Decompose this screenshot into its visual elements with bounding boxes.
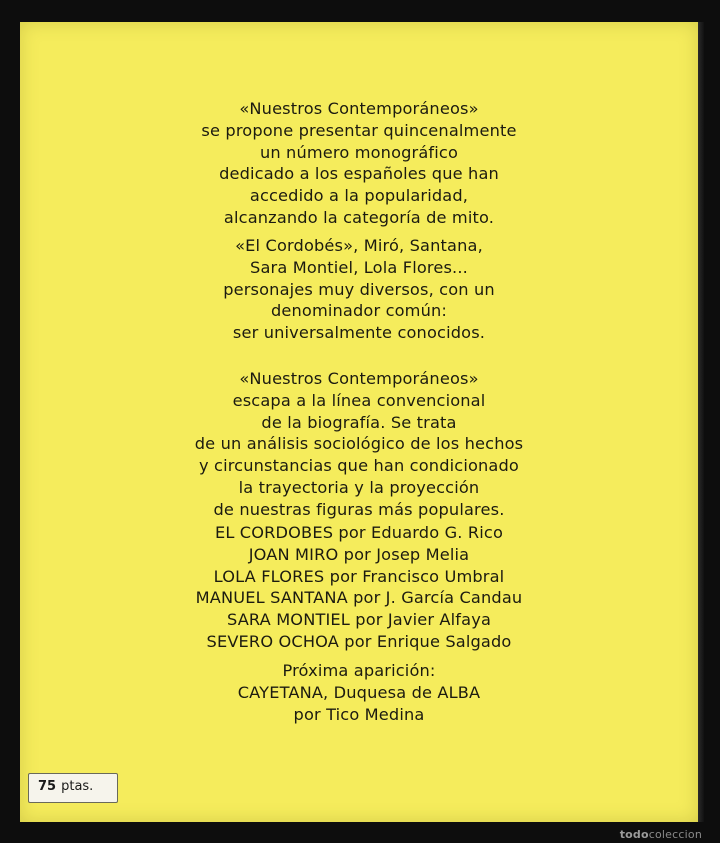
intro-line: accedido a la popularidad,	[249, 186, 469, 206]
descripcion-line: y circunstancias que han condicionado	[199, 456, 519, 476]
intro-line: «Nuestros Contemporáneos»	[239, 99, 479, 118]
price-amount: 75	[38, 779, 57, 794]
descripcion-line: «Nuestros Contemporáneos»	[239, 369, 479, 388]
intro-line: alcanzando la categoría de mito.	[223, 207, 495, 227]
descripcion-line: escapa a la línea convencional	[232, 390, 486, 410]
descripcion-line: de nuestras figuras más populares.	[213, 499, 505, 519]
intro-line: se propone presentar quincenalmente	[201, 120, 517, 140]
descripcion-line: la trayectoria y la proyección	[238, 477, 480, 497]
price-sticker	[28, 773, 118, 803]
watermark-suffix: coleccion	[648, 828, 702, 841]
proxima-aparicion	[20, 660, 698, 725]
watermark-prefix: todo	[619, 828, 649, 841]
proxima-line: Próxima aparición:	[282, 661, 436, 680]
proxima-line: por Tico Medina	[293, 704, 425, 724]
descripcion-line: de la biografía. Se trata	[261, 412, 457, 432]
personajes-line: Sara Montiel, Lola Flores...	[250, 257, 468, 277]
titulo-item: JOAN MIRO por Josep Melia	[248, 544, 470, 564]
titulo-item: SARA MONTIEL por Javier Alfaya	[226, 610, 492, 630]
intro-line: un número monográfico	[259, 142, 459, 162]
titulo-item: EL CORDOBES por Eduardo G. Rico	[214, 523, 504, 542]
intro-paragraph	[20, 98, 698, 229]
titulos-list	[20, 522, 698, 653]
titulo-item: SEVERO OCHOA por Enrique Salgado	[206, 631, 512, 651]
watermark	[620, 828, 702, 841]
intro-line: dedicado a los españoles que han	[219, 164, 499, 184]
cover-edge-shadow	[698, 22, 704, 822]
proxima-line: CAYETANA, Duquesa de ALBA	[237, 682, 481, 702]
descripcion-paragraph	[20, 368, 698, 521]
personajes-line: «El Cordobés», Miró, Santana,	[235, 236, 483, 255]
price-currency: ptas.	[61, 779, 94, 794]
personajes-paragraph	[20, 235, 698, 344]
titulo-item: MANUEL SANTANA por J. García Candau	[195, 588, 523, 608]
personajes-line: personajes muy diversos, con un	[223, 279, 495, 299]
back-cover	[20, 22, 698, 822]
titulo-item: LOLA FLORES por Francisco Umbral	[213, 566, 505, 586]
personajes-line: ser universalmente conocidos.	[232, 323, 486, 343]
descripcion-line: de un análisis sociológico de los hechos	[194, 434, 524, 454]
personajes-line: denominador común:	[270, 301, 448, 321]
